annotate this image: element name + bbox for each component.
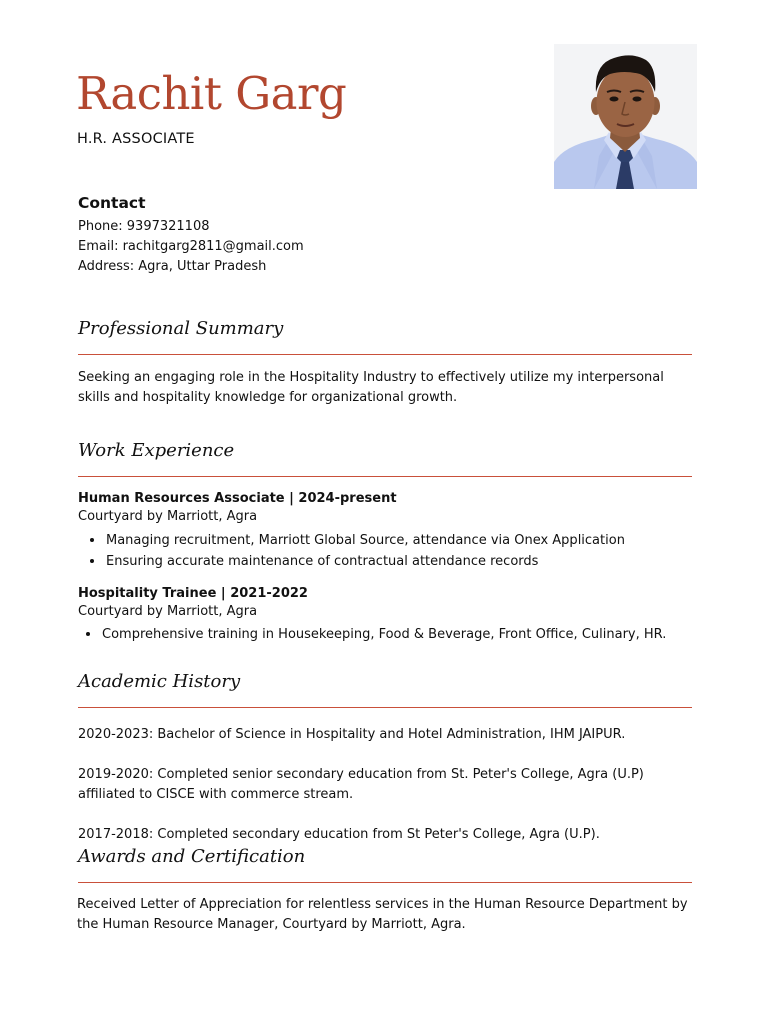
job-company: Courtyard by Marriott, Agra <box>78 509 258 524</box>
summary-divider <box>78 354 692 355</box>
academic-heading: Academic History <box>78 671 241 692</box>
contact-email: Email: rachitgarg2811@gmail.com <box>78 239 304 254</box>
job-bullets <box>88 530 625 572</box>
contact-address: Address: Agra, Uttar Pradesh <box>78 259 267 274</box>
job-bullet: Managing recruitment, Marriott Global Source, attendance via Onex Application <box>88 530 625 551</box>
job-title: Hospitality Trainee | 2021-2022 <box>78 586 308 601</box>
academic-entry: 2020-2023: Bachelor of Science in Hospitality and Hotel Administration, IHM JAIPUR. <box>78 727 626 742</box>
awards-divider <box>78 882 692 883</box>
contact-phone: Phone: 9397321108 <box>78 219 210 234</box>
academic-entry: 2019-2020: Completed senior secondary education from St. Peter's College, Agra (U.P) affiliated to CISCE with commerce stream. <box>78 767 644 802</box>
profile-photo-icon <box>554 44 697 189</box>
job-bullets <box>84 624 666 645</box>
job-bullet: Ensuring accurate maintenance of contractual attendance records <box>88 551 625 572</box>
academic-entry: 2017-2018: Completed secondary education from St Peter's College, Agra (U.P). <box>78 827 600 842</box>
experience-heading: Work Experience <box>78 440 235 461</box>
job-title: Human Resources Associate | 2024-present <box>78 491 397 506</box>
job-role: H.R. ASSOCIATE <box>77 131 195 147</box>
experience-divider <box>78 476 692 477</box>
profile-photo <box>554 44 697 189</box>
summary-text: Seeking an engaging role in the Hospitality Industry to effectively utilize my interpersonal skills and hospitality knowledge for organizational growth. <box>78 370 664 405</box>
awards-text: Received Letter of Appreciation for relentless services in the Human Resource Department by the Human Resource Manager, Courtyard by Marriott, Agra. <box>77 897 688 932</box>
job-company: Courtyard by Marriott, Agra <box>78 604 258 619</box>
summary-heading: Professional Summary <box>78 318 284 339</box>
contact-heading: Contact <box>78 194 146 212</box>
academic-divider <box>78 707 692 708</box>
candidate-name: Rachit Garg <box>76 67 347 120</box>
awards-heading: Awards and Certification <box>78 846 306 867</box>
job-bullet: Comprehensive training in Housekeeping, Food & Beverage, Front Office, Culinary, HR. <box>84 624 666 645</box>
